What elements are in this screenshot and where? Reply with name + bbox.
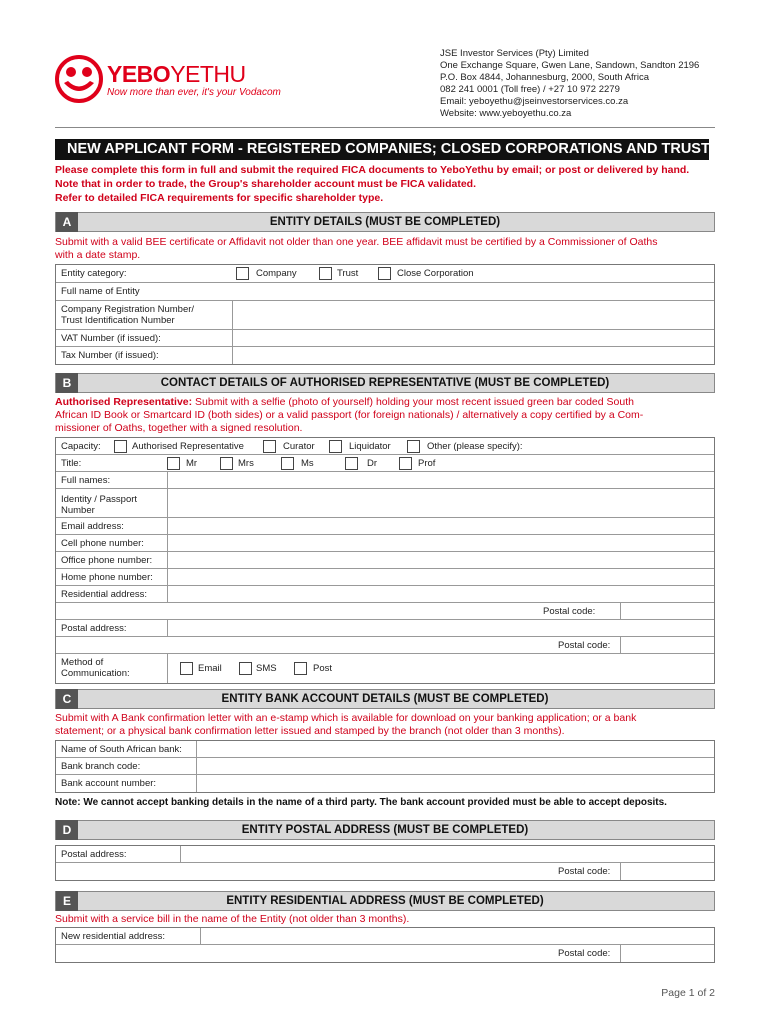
field-label: Capacity: [61, 441, 101, 452]
entity-postal-table [55, 845, 715, 881]
address-line: Email: yeboyethu@jseinvestorservices.co.za [440, 96, 629, 107]
section-title: CONTACT DETAILS OF AUTHORISED REPRESENTATIVE (MUST BE COMPLETED) [160, 377, 610, 389]
column-divider [232, 330, 233, 346]
entity-postal-address-row[interactable] [56, 846, 714, 863]
section-title: ENTITY BANK ACCOUNT DETAILS (MUST BE COMPLETED) [221, 693, 549, 705]
field-label: Title: [61, 458, 82, 469]
column-divider [196, 758, 197, 774]
curator-checkbox[interactable] [263, 440, 276, 453]
address-line: P.O. Box 4844, Johannesburg, 2000, South Africa [440, 72, 649, 83]
option-label: Dr [367, 458, 378, 469]
intro-line: Please complete this form in full and submit the required FICA documents to YeboYethu by email; or post or delivered by hand. [55, 164, 690, 176]
section-c-header [55, 689, 715, 709]
page-number: Page 1 of 2 [661, 987, 715, 999]
cell-phone-row[interactable] [56, 535, 714, 552]
field-label: Tax Number (if issued): [61, 350, 159, 361]
field-label: Bank branch code: [61, 761, 141, 772]
option-label: Ms [301, 458, 314, 469]
title-mrs-checkbox[interactable] [220, 457, 233, 470]
column-divider [232, 301, 233, 329]
address-line: One Exchange Square, Gwen Lane, Sandown, Sandton 2196 [440, 60, 700, 71]
field-label: Postal address: [61, 849, 127, 860]
full-names-row[interactable] [56, 472, 714, 489]
postal-code-field[interactable] [620, 637, 714, 653]
section-e-header [55, 891, 715, 911]
residential-address-row[interactable] [56, 928, 714, 945]
column-divider [167, 620, 168, 636]
header-divider [55, 127, 715, 128]
company-address-block [440, 48, 699, 120]
logo-tagline: Now more than ever, it's your Vodacom [107, 87, 281, 98]
section-a-header [55, 212, 715, 232]
postal-code-field[interactable] [620, 603, 714, 619]
bank-details-table [55, 740, 715, 793]
other-checkbox[interactable] [407, 440, 420, 453]
vat-number-row[interactable] [56, 330, 714, 347]
entity-residential-table [55, 927, 715, 963]
field-label: Company Registration Number/ Trust Identification Number [61, 304, 195, 326]
postal-address-row[interactable] [56, 620, 714, 637]
note-line: with a date stamp. [55, 249, 141, 261]
field-label: Full name of Entity [61, 286, 140, 297]
field-label: Full names: [61, 475, 111, 486]
tax-number-row[interactable] [56, 347, 714, 364]
section-letter: B [56, 373, 78, 393]
residential-address-row[interactable] [56, 586, 714, 603]
column-divider [167, 586, 168, 602]
column-divider [167, 569, 168, 585]
logo-mark-icon [55, 55, 103, 103]
field-label: Entity category: [61, 268, 127, 279]
field-label: Cell phone number: [61, 538, 144, 549]
residential-postal-code-row[interactable] [56, 603, 714, 620]
title-prof-checkbox[interactable] [399, 457, 412, 470]
note-line: African ID Book or Smartcard ID (both sides) or a valid passport (for foreign nationals) / alternatively a copy certified by a Com- [55, 409, 644, 421]
field-label: Method of Communication: [61, 657, 130, 679]
bank-footer-note: Note: We cannot accept banking details in the name of a third party. The bank account provided must be able to accept deposits. [55, 797, 667, 808]
option-label: Authorised Representative [132, 441, 244, 452]
section-b-header [55, 373, 715, 393]
postal-code-row[interactable] [56, 637, 714, 654]
postal-code-label: Postal code: [558, 866, 611, 877]
entity-category-row [56, 265, 714, 283]
address-line: 082 241 0001 (Toll free) / +27 10 972 2279 [440, 84, 620, 95]
entity-details-table [55, 264, 715, 365]
note-line: Submit with a valid BEE certificate or Affidavit not older than one year. BEE affidavit must be certified by a Commissioner of Oaths [55, 236, 658, 248]
full-name-row[interactable] [56, 283, 714, 301]
note-line: missioner of Oaths, together with a signed resolution. [55, 422, 303, 434]
note-line: Submit with A Bank confirmation letter with an e-stamp which is available for download on your banking application; or a bank [55, 712, 637, 724]
option-label: Mr [186, 458, 198, 469]
option-label: Trust [337, 268, 359, 279]
section-letter: C [56, 689, 78, 709]
column-divider [196, 775, 197, 792]
liquidator-checkbox[interactable] [329, 440, 342, 453]
column-divider [167, 489, 168, 517]
yeboyethu-logo [55, 55, 281, 111]
field-label: VAT Number (if issued): [61, 333, 161, 344]
option-label: Curator [283, 441, 315, 452]
branch-code-row[interactable] [56, 758, 714, 775]
contact-details-table [55, 437, 715, 684]
column-divider [167, 552, 168, 568]
title-row [56, 455, 714, 472]
field-label: New residential address: [61, 931, 166, 942]
column-divider [180, 846, 181, 862]
field-label: Residential address: [61, 589, 148, 600]
option-label: Company [256, 268, 297, 279]
section-c-note [55, 712, 715, 738]
column-divider [196, 741, 197, 757]
section-letter: D [56, 820, 78, 840]
field-label: Email address: [61, 521, 124, 532]
column-divider [232, 347, 233, 364]
field-label: Bank account number: [61, 778, 157, 789]
intro-line: Refer to detailed FICA requirements for specific shareholder type. [55, 192, 384, 204]
note-line: statement; or a physical bank confirmation letter issued and stamped by the branch (not older than 3 months). [55, 725, 565, 737]
form-intro [55, 163, 689, 205]
capacity-row [56, 438, 714, 455]
address-line: Website: www.yeboyethu.co.za [440, 108, 572, 119]
form-title: NEW APPLICANT FORM - REGISTERED COMPANIES; CLOSED CORPORATIONS AND TRUSTS [55, 139, 709, 160]
address-line: JSE Investor Services (Pty) Limited [440, 48, 589, 59]
field-label: Postal address: [61, 623, 127, 634]
post-method-checkbox[interactable] [294, 662, 307, 675]
section-d-header [55, 820, 715, 840]
field-label: Home phone number: [61, 572, 153, 583]
postal-code-field[interactable] [620, 945, 714, 962]
section-title: ENTITY POSTAL ADDRESS (MUST BE COMPLETED) [241, 824, 529, 836]
company-checkbox[interactable] [236, 267, 249, 280]
column-divider [167, 654, 168, 683]
bank-name-row[interactable] [56, 741, 714, 758]
field-label: Name of South African bank: [61, 744, 182, 755]
field-label: Office phone number: [61, 555, 153, 566]
section-a-note [55, 236, 715, 262]
column-divider [167, 518, 168, 534]
account-number-row[interactable] [56, 775, 714, 792]
authorised-representative-checkbox[interactable] [114, 440, 127, 453]
email-method-checkbox[interactable] [180, 662, 193, 675]
postal-code-field[interactable] [620, 863, 714, 880]
registration-number-row[interactable] [56, 301, 714, 330]
residential-postal-code-row[interactable] [56, 945, 714, 962]
title-dr-checkbox[interactable] [345, 457, 358, 470]
option-label: Prof [418, 458, 436, 469]
column-divider [167, 472, 168, 488]
column-divider [167, 535, 168, 551]
entity-postal-code-row[interactable] [56, 863, 714, 880]
option-label: Liquidator [349, 441, 391, 452]
title-mr-checkbox[interactable] [167, 457, 180, 470]
logo-wordmark: YEBOYETHU [107, 61, 246, 87]
option-label: Other (please specify): [427, 441, 523, 452]
title-ms-checkbox[interactable] [281, 457, 294, 470]
option-label: Close Corporation [397, 268, 474, 279]
section-e-note: Submit with a service bill in the name of the Entity (not older than 3 months). [55, 913, 410, 925]
communication-method-row [56, 654, 714, 683]
home-phone-row[interactable] [56, 569, 714, 586]
close-corporation-checkbox[interactable] [378, 267, 391, 280]
note-line: Submit with a selfie (photo of yourself) holding your most recent issued green bar coded South [192, 396, 634, 408]
section-b-note [55, 396, 715, 435]
section-title: ENTITY DETAILS (MUST BE COMPLETED) [269, 216, 501, 228]
intro-line: Note that in order to trade, the Group's shareholder account must be FICA validated. [55, 178, 476, 190]
field-label: Identity / Passport Number [61, 494, 138, 516]
option-label: Mrs [238, 458, 254, 469]
postal-code-label: Postal code: [543, 606, 596, 617]
postal-code-label: Postal code: [558, 640, 611, 651]
trust-checkbox[interactable] [319, 267, 332, 280]
note-bold: Authorised Representative: [55, 396, 193, 408]
id-number-row[interactable] [56, 489, 714, 518]
email-row[interactable] [56, 518, 714, 535]
section-title: ENTITY RESIDENTIAL ADDRESS (MUST BE COMPLETED) [226, 895, 544, 907]
option-label: Post [313, 663, 333, 674]
option-label: Email [198, 663, 222, 674]
option-label: SMS [256, 663, 277, 674]
column-divider [200, 928, 201, 944]
section-letter: A [56, 212, 78, 232]
sms-method-checkbox[interactable] [239, 662, 252, 675]
section-letter: E [56, 891, 78, 911]
office-phone-row[interactable] [56, 552, 714, 569]
postal-code-label: Postal code: [558, 948, 611, 959]
